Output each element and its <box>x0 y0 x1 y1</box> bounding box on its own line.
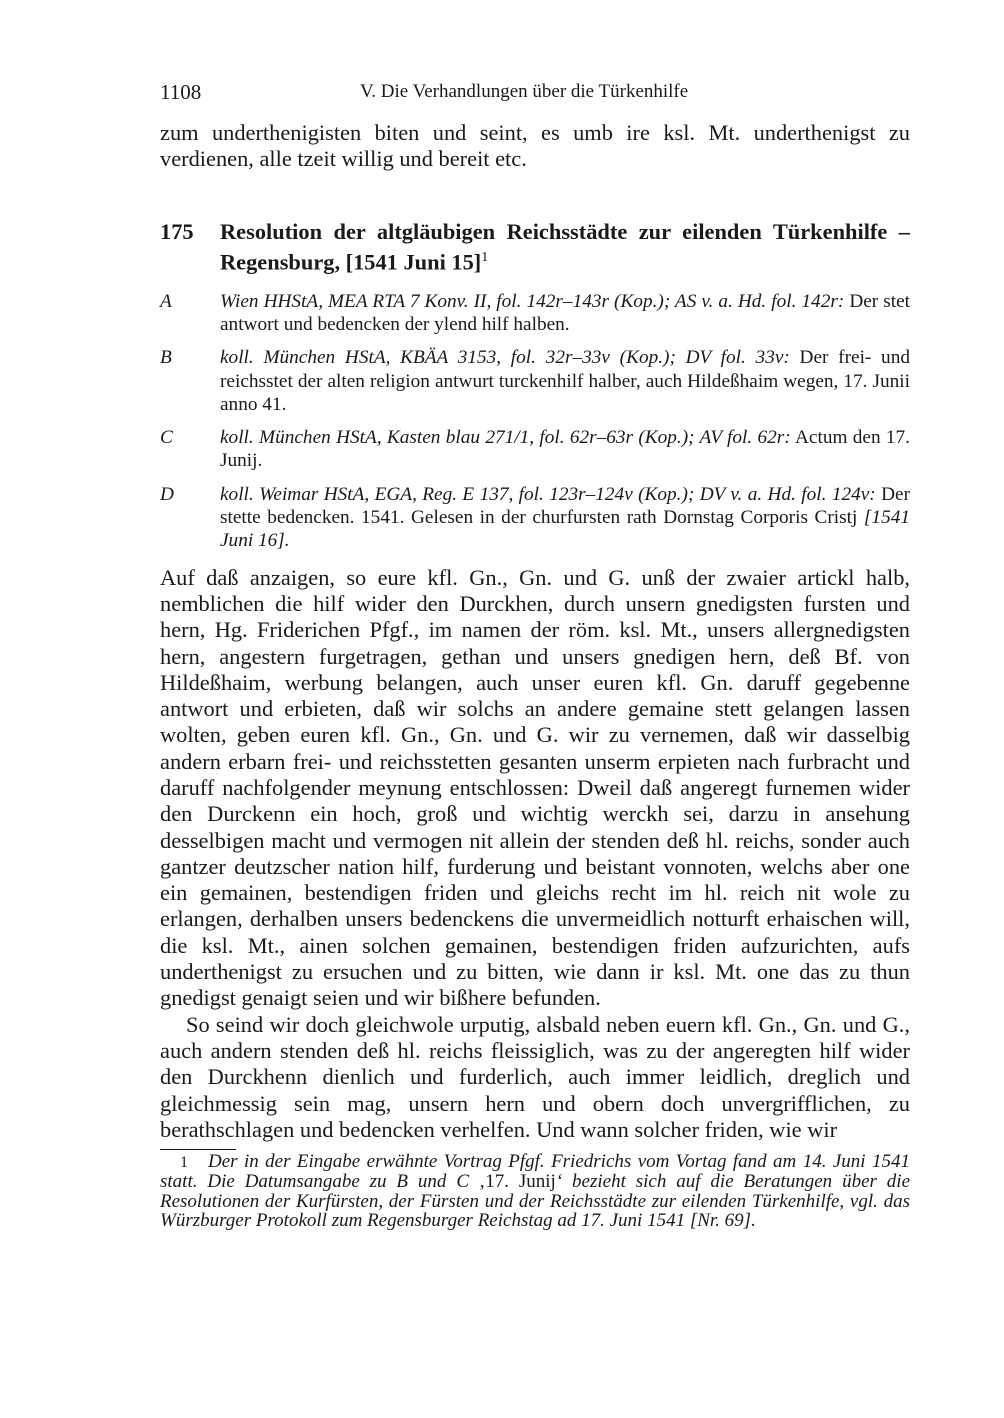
main-paragraph: Auf daß anzaigen, so eure kfl. Gn., Gn. und G. unß der zwaier artickl halb, nemblichen die hilf wider den Durckhen, durch unsern gnedigsten fursten und hern, Hg. Friderichen Pfgf., im namen der röm. ksl. Mt., unsers allergnedigsten hern, angestern furgetragen, gethan und unsers gnedigen hern, deß Bf. von Hildeßhaim, werbung belangen, auch unser euren kfl. Gn. daruff gegebenne antwort und erbieten, daß wir solchs an andere gemaine stett gelangen lassen wolten, geben euren kfl. Gn., Gn. und G. wir zu vernemen, daß wir dasselbig andern erbarn frei- und reichsstetten gesanten unserm erpieten nach furbracht und daruff nachfolgender meynung entschlossen: Dweil daß angeregt furnemen wider den Durckenn ein hoch, groß und wichtig werckh sei, darzu in ansehung desselbigen macht und vermogen nit allein der stenden deß hl. reichs, sonder auch gantzer deutzscher nation hilf, furderung und beistant vonnoten, welchs aber one ein gemainen, bestendigen friden und gleichs recht im hl. reich nit wole zu erlangen, derhalben unsers bedenckens die unvermeidlich notturft erhaischen will, die ksl. Mt., ainen solchen gemainen, bestendigen friden aufzurichten, aufs underthenigst zu ersuchen und zu bitten, wie dann ir ksl. Mt. one das zu thun gnedigst genaigt seien und wir bißhere befunden. <box>160 564 910 1011</box>
source-entry-d <box>160 483 910 553</box>
source-entry-a <box>160 290 910 337</box>
source-list <box>160 290 910 553</box>
page-number: 1108 <box>160 80 202 104</box>
source-entry-b <box>160 346 910 416</box>
source-description: koll. München HStA, KBÄA 3153, fol. 32r–33v (Kop.); DV fol. 33v: Der frei- und reichsstet der alten religion antwurt turckenhilf halber, auch Hildeßhaim wegen, 17. Junii anno 41. <box>220 347 910 415</box>
document-title: Resolution der altgläubigen Reichsstädte zur eilenden Türkenhilfe – Regensburg, [1541 Juni 15]$^1$ <box>220 218 910 275</box>
document-number: 175 <box>160 218 194 244</box>
document-heading <box>160 219 910 276</box>
source-description: koll. München HStA, Kasten blau 271/1, fol. 62r–63r (Kop.); AV fol. 62r: Actum den 17. Junij. <box>220 427 910 472</box>
source-siglum: C <box>160 427 173 449</box>
page-header <box>160 78 910 106</box>
source-description: Wien HHStA, MEA RTA 7 Konv. II, fol. 142r–143r (Kop.); AS v. a. Hd. fol. 142r: Der stet antwort und bedencken der ylend hilf halben. <box>220 290 911 335</box>
source-description: koll. Weimar HStA, EGA, Reg. E 137, fol. 123r–124v (Kop.); DV v. a. Hd. fol. 124v: Der stette bedencken. 1541. Gelesen in der churfursten rath Dornstag Corporis Cristj [1541 Juni 16]. <box>220 483 910 552</box>
footnote-marker[interactable]: 1 <box>481 249 489 265</box>
intro-paragraph: zum underthenigisten biten und seint, es umb ire ksl. Mt. underthenigst zu verdienen, alle tzeit willig und bereit etc. <box>160 120 910 172</box>
source-siglum: D <box>160 483 174 505</box>
footnote-rule <box>160 1149 236 1150</box>
source-siglum: A <box>160 290 172 312</box>
source-siglum: B <box>160 347 172 369</box>
running-title: V. Die Verhandlungen über die Türkenhilfe <box>360 81 689 102</box>
main-paragraph: So seind wir doch gleichwole urputig, alsbald neben euern kfl. Gn., Gn. und G., auch andern stenden deß hl. reichs fleissiglich, was zu der angeregten hilf wider den Durckhenn dienlich und furderlich, auch immer leidlich, dreglich und gleichmessig sein mag, unsern hern und obern doch unvergrifflichen, zu berathschlagen und bedencken verhelfen. Und wann solcher friden, wie wir <box>160 1011 910 1142</box>
footnote: 1 Der in der Eingabe erwähnte Vortrag Pfgf. Friedrichs vom Vortag fand am 14. Juni 1541 statt. Die Datumsangabe zu B und C ‚17. Junij‘ bezieht sich auf die Beratungen über die Resolutionen der Kurfürsten, der Fürsten und der Reichsstädte zur eilenden Türkenhilfe, vgl. das Würzburger Protokoll zum Regensburger Reichstag ad 17. Juni 1541 [Nr. 69]. <box>160 1151 911 1232</box>
source-entry-c <box>160 426 910 473</box>
document-page <box>160 78 910 1249</box>
footnote-number: 1 <box>180 1154 188 1172</box>
